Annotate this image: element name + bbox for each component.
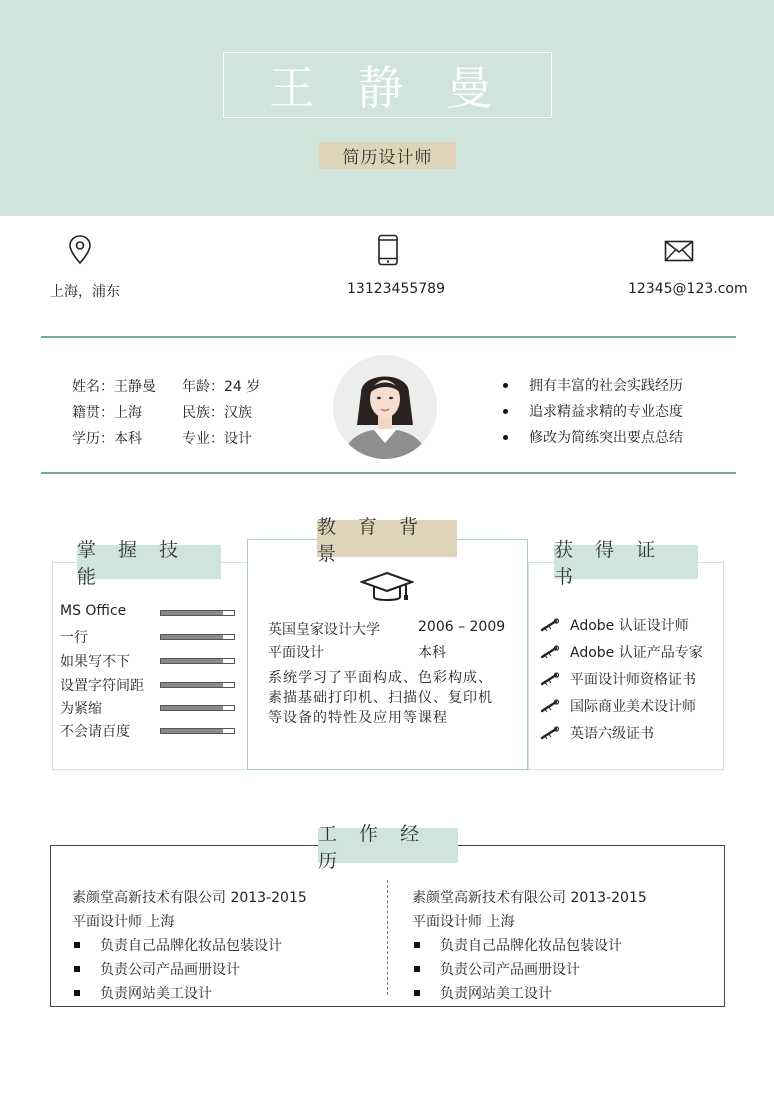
skill-name: 设置字符间距: [60, 678, 144, 694]
education-years: 2006 – 2009: [418, 619, 506, 635]
bullet-icon: [414, 942, 420, 948]
certificates-list: [540, 615, 703, 743]
work-role: 平面设计师 上海: [412, 914, 515, 930]
list-item: 平面设计师资格证书: [540, 669, 703, 689]
candidate-name: 王 静 曼: [268, 61, 507, 115]
list-item: 负责网站美工设计: [72, 983, 307, 1003]
skill-level-bar: [160, 634, 235, 640]
highlights-list: [500, 375, 683, 447]
info-hometown: 籍贯：上海: [72, 405, 142, 421]
skill-name: 一行: [60, 630, 88, 646]
certificates-title: 获 得 证 书: [554, 545, 698, 579]
skill-level-bar: [160, 610, 235, 616]
list-item: 拥有丰富的社会实践经历: [500, 375, 683, 395]
diploma-scroll-icon: [540, 618, 560, 632]
list-item: 英语六级证书: [540, 723, 703, 743]
education-title: 教 育 背 景: [317, 520, 457, 557]
skill-name: 不会请百度: [60, 724, 130, 740]
diploma-scroll-icon: [540, 699, 560, 713]
info-name: 姓名：王静曼: [72, 379, 156, 395]
list-item: Adobe 认证产品专家: [540, 642, 703, 662]
list-item: 负责网站美工设计: [412, 983, 647, 1003]
education-degree: 本科: [418, 645, 446, 661]
education-major: 平面设计: [268, 645, 324, 661]
name-frame: [223, 52, 552, 118]
diploma-scroll-icon: [540, 726, 560, 740]
skill-level-bar: [160, 728, 235, 734]
list-item: 负责自己品牌化妆品包装设计: [412, 935, 647, 955]
bullet-icon: [503, 383, 508, 388]
work-company: 素颜堂高新技术有限公司 2013-2015: [412, 890, 647, 906]
work-role: 平面设计师 上海: [72, 914, 175, 930]
mail-icon: [664, 240, 694, 262]
skill-name: 如果写不下: [60, 654, 130, 670]
list-item: 负责公司产品画册设计: [72, 959, 307, 979]
diploma-scroll-icon: [540, 645, 560, 659]
bullet-icon: [503, 435, 508, 440]
phone-icon: [375, 234, 401, 266]
location-pin-icon: [67, 234, 93, 266]
bullet-icon: [414, 990, 420, 996]
contact-phone: 13123455789: [347, 281, 445, 297]
bullet-icon: [74, 966, 80, 972]
divider-bottom: [41, 472, 736, 474]
skill-name: MS Office: [60, 603, 127, 619]
bullet-icon: [74, 942, 80, 948]
portrait-image: [333, 355, 437, 459]
list-item: 负责公司产品画册设计: [412, 959, 647, 979]
list-item: 修改为简练突出要点总结: [500, 427, 683, 447]
diploma-scroll-icon: [540, 672, 560, 686]
work-divider: [387, 880, 388, 995]
bullet-icon: [74, 990, 80, 996]
work-entry: [72, 887, 307, 1003]
avatar: [333, 355, 437, 459]
info-age: 年龄：24 岁: [182, 379, 261, 395]
graduation-cap-icon: [360, 571, 414, 605]
list-item: 国际商业美术设计师: [540, 696, 703, 716]
contact-email: 12345@123.com: [628, 281, 748, 297]
skill-level-bar: [160, 658, 235, 664]
bullet-icon: [503, 409, 508, 414]
list-item: Adobe 认证设计师: [540, 615, 703, 635]
work-entry: [412, 887, 647, 1003]
info-ethnicity: 民族：汉族: [182, 405, 252, 421]
role-tag: 简历设计师: [319, 142, 456, 169]
info-major: 专业：设计: [182, 431, 252, 447]
education-description: 系统学习了平面构成、色彩构成、 素描基础打印机、扫描仪、复印机 等设备的特性及应用等课程: [268, 670, 493, 726]
list-item: 追求精益求精的专业态度: [500, 401, 683, 421]
bullet-icon: [414, 966, 420, 972]
work-title: 工 作 经 历: [318, 828, 458, 863]
skills-title: 掌 握 技 能: [77, 545, 221, 579]
list-item: 负责自己品牌化妆品包装设计: [72, 935, 307, 955]
info-education: 学历：本科: [72, 431, 142, 447]
contact-location: 上海，浦东: [50, 284, 120, 300]
work-company: 素颜堂高新技术有限公司 2013-2015: [72, 890, 307, 906]
skill-level-bar: [160, 682, 235, 688]
education-school: 英国皇家设计大学: [268, 622, 380, 638]
skill-level-bar: [160, 705, 235, 711]
divider-top: [41, 336, 736, 338]
skill-name: 为紧缩: [60, 701, 102, 717]
